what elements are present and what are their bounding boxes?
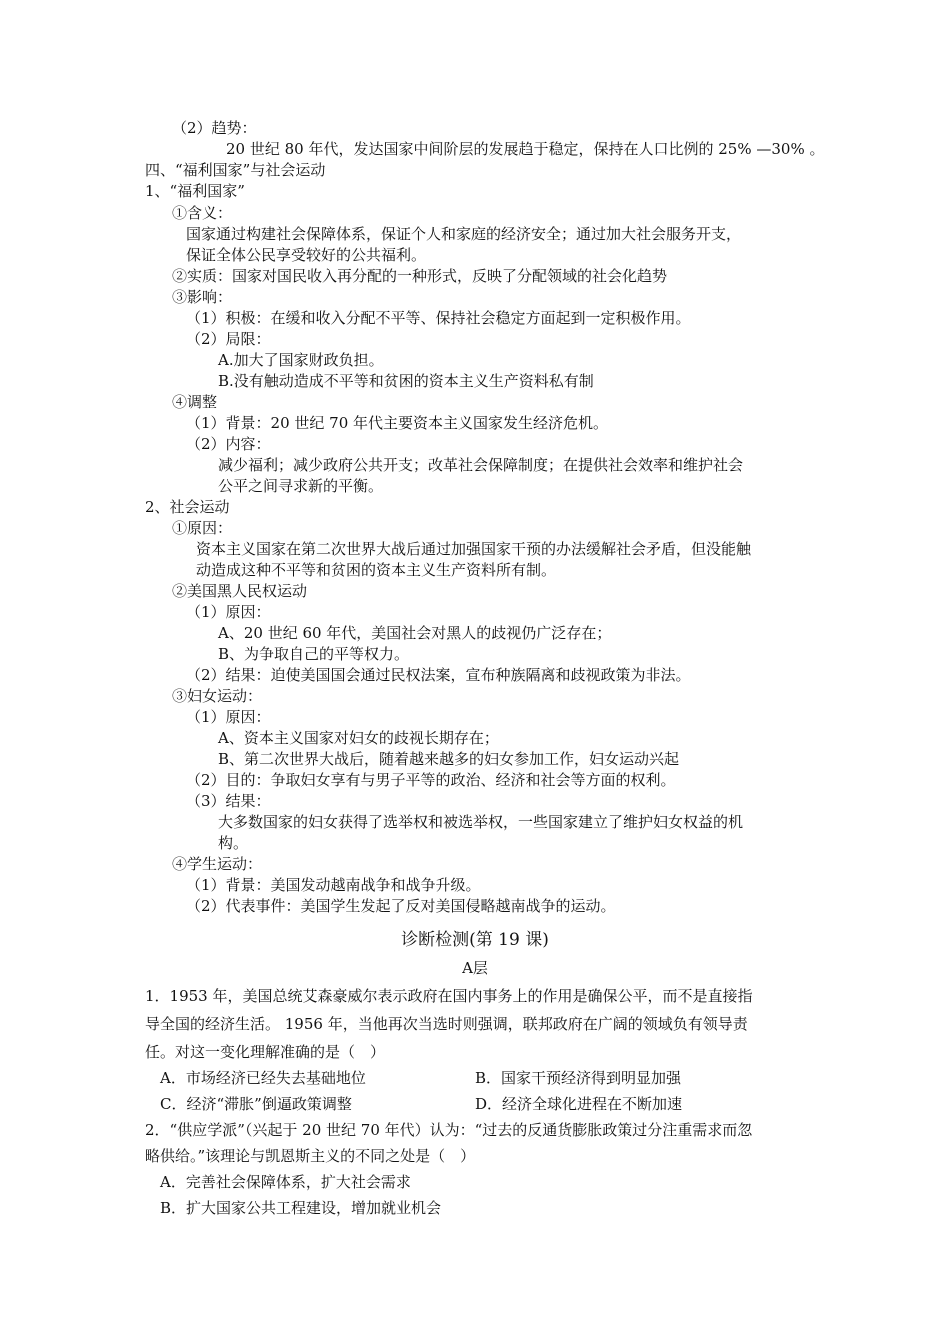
test-level: A层: [462, 959, 488, 977]
text-line: B、为争取自己的平等权力。: [218, 645, 410, 663]
text-line: ①原因：: [172, 519, 233, 537]
text-line: 20 世纪 80 年代，发达国家中间阶层的发展趋于稳定，保持在人口比例的 25% —30% 。: [226, 140, 825, 158]
text-line: 公平之间寻求新的平衡。: [218, 477, 384, 495]
text-line: 动造成这种不平等和贫困的资本主义生产资料所有制。: [196, 561, 557, 579]
text-line: （2）趋势：: [172, 119, 257, 137]
question-1-text: 1．1953 年，美国总统艾森豪威尔表示政府在国内事务上的作用是确保公平，而不是直接指: [145, 987, 753, 1005]
text-line: 国家通过构建社会保障体系，保证个人和家庭的经济安全；通过加大社会服务开支，: [186, 225, 742, 243]
question-1-option-b: B．国家干预经济得到明显加强: [475, 1069, 682, 1087]
text-line: （3）结果：: [186, 792, 271, 810]
text-line: B.没有触动造成不平等和贫困的资本主义生产资料私有制: [218, 372, 594, 390]
question-1-text: 任。对这一变化理解准确的是（ ）: [145, 1043, 386, 1061]
subsection-heading: 2、社会运动: [145, 498, 230, 516]
text-line: （1）背景：美国发动越南战争和战争升级。: [186, 876, 481, 894]
text-line: A、20 世纪 60 年代，美国社会对黑人的歧视仍广泛存在；: [218, 624, 612, 642]
text-line: （1）背景：20 世纪 70 年代主要资本主义国家发生经济危机。: [186, 414, 609, 432]
text-line: B、第二次世界大战后，随着越来越多的妇女参加工作，妇女运动兴起: [218, 750, 680, 768]
text-line: （2）内容：: [186, 435, 271, 453]
question-2-option-b: B．扩大国家公共工程建设，增加就业机会: [160, 1199, 442, 1217]
text-line: 减少福利；减少政府公共开支；改革社会保障制度；在提供社会效率和维护社会: [218, 456, 744, 474]
text-line: （1）原因：: [186, 708, 271, 726]
question-1-option-c: C．经济“滞胀”倒逼政策调整: [160, 1095, 352, 1113]
question-1-option-a: A．市场经济已经失去基础地位: [160, 1069, 366, 1087]
text-line: （1）原因：: [186, 603, 271, 621]
text-line: ②美国黑人民权运动: [172, 582, 308, 600]
test-title: 诊断检测(第 19 课): [401, 930, 549, 950]
section-heading: 四、“福利国家”与社会运动: [145, 161, 326, 179]
text-line: （2）局限：: [186, 330, 271, 348]
text-line: A、资本主义国家对妇女的歧视长期存在；: [218, 729, 499, 747]
text-line: （2）代表事件：美国学生发起了反对美国侵略越南战争的运动。: [186, 897, 616, 915]
question-1-text: 导全国的经济生活。 1956 年，当他再次当选时则强调，联邦政府在广阔的领域负有领导责: [145, 1015, 748, 1033]
question-2-text: 2．“供应学派”（兴起于 20 世纪 70 年代）认为：“过去的反通货膨胀政策过分注重需求而忽: [145, 1121, 753, 1139]
question-1-option-d: D．经济全球化进程在不断加速: [475, 1095, 683, 1113]
text-line: ④调整: [172, 393, 218, 411]
text-line: 大多数国家的妇女获得了选举权和被选举权，一些国家建立了维护妇女权益的机: [218, 813, 744, 831]
subsection-heading: 1、“福利国家”: [145, 182, 245, 200]
text-line: ②实质：国家对国民收入再分配的一种形式，反映了分配领域的社会化趋势: [172, 267, 668, 285]
question-2-text: 略供给。”该理论与凯恩斯主义的不同之处是（ ）: [145, 1147, 476, 1165]
text-line: A.加大了国家财政负担。: [218, 351, 384, 369]
text-line: 构。: [218, 834, 249, 852]
text-line: 资本主义国家在第二次世界大战后通过加强国家干预的办法缓解社会矛盾，但没能触: [196, 540, 752, 558]
text-line: ①含义：: [172, 204, 233, 222]
text-line: （2）目的：争取妇女享有与男子平等的政治、经济和社会等方面的权利。: [186, 771, 676, 789]
text-line: ③妇女运动：: [172, 687, 263, 705]
text-line: ④学生运动：: [172, 855, 263, 873]
text-line: ③影响：: [172, 288, 233, 306]
text-line: （1）积极：在缓和收入分配不平等、保持社会稳定方面起到一定积极作用。: [186, 309, 691, 327]
question-2-option-a: A．完善社会保障体系，扩大社会需求: [160, 1173, 411, 1191]
text-line: （2）结果：迫使美国国会通过民权法案，宣布种族隔离和歧视政策为非法。: [186, 666, 691, 684]
text-line: 保证全体公民享受较好的公共福利。: [186, 246, 427, 264]
